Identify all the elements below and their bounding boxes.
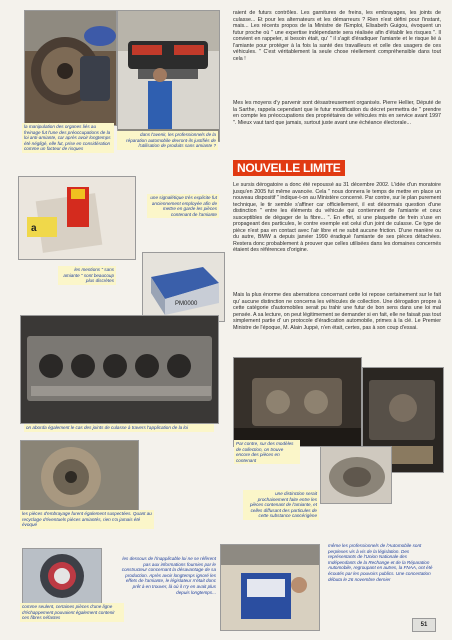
caption-head-gasket: on aborda également le cas des joints de culasse à travers l'application de la loi bbox=[24, 424, 214, 432]
photo-part-box bbox=[142, 252, 225, 322]
photo-parts-packaging bbox=[220, 544, 320, 631]
caption-brake: la manipulation des organes liés au freinage fut l'une des préoccupations de la loi anti-amiante, car après avoir longtemps été négligé, elle fut, prise en considération comme un facteur de risques bbox=[22, 123, 114, 153]
svg-text:a: a bbox=[31, 223, 37, 234]
photo-asbestos-warning-box bbox=[18, 176, 136, 260]
caption-professionals-perplexed: même les professionnels de l'Automobile sont perplexes vis à vis de la législation. Des représentants de l'Union Nationale des Indépendants de la Rechange et de la Réparation Automobile, regroupant en autres, la FNAA, ont été écoutés par les pouvoirs publics. Une concertation débuta le 26 novembre dernier bbox=[328, 543, 433, 582]
caption-law-beneath: les dessous de l'inapplicable loi ne se réfèrent pas aux informations fournies par le constructeur concernant la désavantage de sa production. Après avoir longtemps ignoré les effets de l'amiante, le législateur n'était donc prêt à en trouver, là où il n'y en avait plus depuis longtemps... bbox=[121, 556, 216, 595]
caption-clutch: les pièces d'embrayage furent également suspectées. Quant au recyclage d'éventuels pièces amiantés, rien n'a jamais été évoqué bbox=[20, 510, 154, 529]
caption-exhaust: comme seulent, certaines pièces d'une ligne d'échappement pouvaient également contenir ces fibres néfastes bbox=[20, 603, 124, 622]
article-paragraph-3: Le sursis dérogatoire a donc été repoussé au 31 décembre 2002. L'idée d'un moratoire jusqu'en 2005 fut même avancée. Cela " nous donnera le temps de mettre en place un nouveau dispositif " indique-t-on au Ministère concerné. Par contre, sur le plan purement technique, le tir semble s'affiner car officiellement, il est désormais question d'une distinction " entre les éléments du véhicule qui contiennent de l'amiante et ceux susceptibles de dégager de la fibre... ". En effet, si une plaquette de frein s'use en propageant des particules, le contre exemple est celui d'un joint de culasse. Ce type de pièce n'est pas en contact avec l'air libre et ne subit aucune friction. D'une manière ou du autre, BMW a depuis janvier 1990 éradiqué l'amiante de ses pièces détachées. Restera donc probablement à prouver que celles utilisées dans les domaines concernés étaient des références d'origine. bbox=[233, 182, 441, 253]
photo-exhaust-seal bbox=[22, 548, 102, 605]
caption-collection-models: Par contre, sur des modèles de collection, on trouve encore des pièces en contenant bbox=[234, 440, 300, 464]
article-paragraph-2: Mes les moyens d'y parvenir sont désastreusement organisés. Pierre Hellier, Député de la Sarthe, rappela cependant que le futur modification du décret permettra de " prendre en compte les préoccupations des propriétaires de véhicules mis en service avant 1997 ". Mieux vaut tard que jamais, surtout juste avant une échéance électorale... bbox=[233, 100, 441, 126]
article-paragraph-1: raient de futurs contrôles. Les garnitures de freins, les embrayages, les joints de culasse... Et pour les alternateurs et les démarreurs ? Rien n'est défini pour l'instant, mais... Les récents propos de la Ministre de l'Emploi, Elisabeth Guigou, évoquent un futur proche où " une expertise indépendante sera réalisée afin d'établir les risques ". Il convient en rappeler, si besoin était, qu' " il s'agit d'éradiquer l'amiante et le risque lié à l'amiante pour protéger à la fois la santé des travailleurs et celle des usagers de ces véhicules. " C'est véritablement la seule chose réellement compréhensible dans tout cela ! bbox=[233, 10, 441, 62]
caption-future-professionals: dans l'avenir, les professionnels de la réparation automobile devront-ils justifiés de l'utilisation de produits sans amiante ? bbox=[117, 131, 218, 150]
photo-brake-pad bbox=[320, 446, 392, 504]
page-number: 51 bbox=[412, 618, 436, 632]
caption-warning-sign: une signalétique très explicite fut anciennement employée afin de mettre en garde les pièces contenant de l'amiante bbox=[147, 194, 219, 218]
photo-cylinder-head-gasket bbox=[20, 315, 219, 424]
caption-no-asbestos-mentions: les mentions " sans amiante " sont beaucoup plus discrètes bbox=[58, 266, 116, 285]
photo-brake-disc bbox=[24, 10, 117, 126]
caption-distinction: une distinction serait prochainement faite entre les pièces contenant de l'amiante, et celles diffusant des particules de cette substance cancérigène bbox=[243, 490, 319, 520]
photo-collection-car-engine bbox=[233, 357, 362, 447]
photo-clutch-disc bbox=[20, 440, 139, 512]
headline-nouvelle-limite: NOUVELLE LIMITE bbox=[233, 160, 345, 176]
article-paragraph-4: Mais la plus énorme des aberrations concernant cette loi repose certainement sur le fait qu' aucune distinction ne concerna les véhicules de collection. Une dérogation propre à cette catégorie d'automobiles serait pu trahir une futur de bon sens dans une loi mal pensée. A sa lecture, on peut légitimement se demander si en fait, elle ne faisait pas tout simplement partie d' un protocole d'éradication automobile, primes à la clé. Le Premier Ministre de l'époque, M. Alain Juppé, n'en était, certes, pas à son coup d'essai. bbox=[233, 292, 441, 331]
photo-car-lift bbox=[117, 10, 220, 142]
part-box-label: PM0000 bbox=[175, 301, 198, 307]
